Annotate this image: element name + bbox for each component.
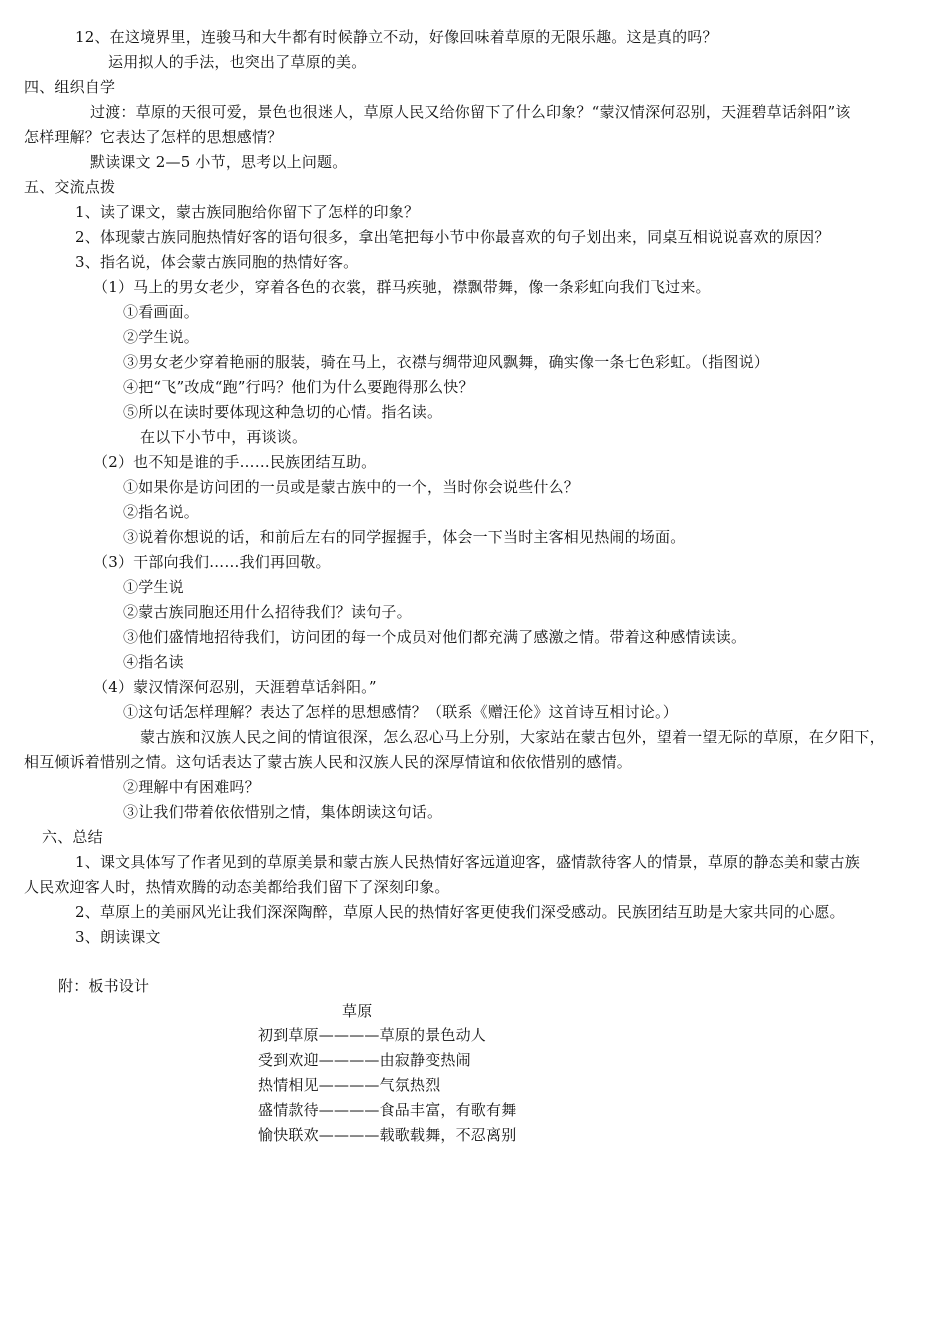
board-row: 初到草原————草原的景色动人 xyxy=(258,1026,487,1044)
sub-item: （1）马上的男女老少，穿着各色的衣裳，群马疾驰，襟飘带舞，像一条彩虹向我们飞过来。 xyxy=(93,278,711,296)
board-row: 愉快联欢————载歌载舞，不忍离别 xyxy=(258,1126,517,1144)
sub-item: （4）蒙汉情深何忍别，天涯碧草话斜阳。” xyxy=(93,678,377,696)
sub-point: ①学生说 xyxy=(123,578,184,596)
text-line: 默读课文 2—5 小节，思考以上问题。 xyxy=(90,153,348,171)
list-item: 2、体现蒙古族同胞热情好客的语句很多，拿出笔把每小节中你最喜欢的句子划出来，同桌互相说说喜欢的原因？ xyxy=(75,228,830,246)
sub-point: ④把“飞”改成“跑”行吗？他们为什么要跑得那么快？ xyxy=(123,378,474,396)
sub-point: ③让我们带着依依惜别之情，集体朗读这句话。 xyxy=(123,803,443,821)
sub-point: ③男女老少穿着艳丽的服装，骑在马上，衣襟与绸带迎风飘舞，确实像一条七色彩虹。（指图说） xyxy=(123,353,770,371)
sub-point: ③他们盛情地招待我们，访问团的每一个成员对他们都充满了感激之情。带着这种感情读读。 xyxy=(123,628,747,646)
sub-item: （3）干部向我们……我们再回敬。 xyxy=(93,553,331,571)
sub-point: ④指名读 xyxy=(123,653,184,671)
sub-point: ①这句话怎样理解？表达了怎样的思想感情？（联系《赠汪伦》这首诗互相讨论。） xyxy=(123,703,678,721)
appendix-label: 附：板书设计 xyxy=(58,977,150,995)
sub-point: ②学生说。 xyxy=(123,328,200,346)
board-row: 热情相见————气氛热烈 xyxy=(258,1076,441,1094)
text-line: 人民欢迎客人时，热情欢腾的动态美都给我们留下了深刻印象。 xyxy=(24,878,450,896)
sub-item: （2）也不知是谁的手……民族团结互助。 xyxy=(93,453,377,471)
list-item: 3、朗读课文 xyxy=(75,928,161,946)
sub-point: ②理解中有困难吗？ xyxy=(123,778,260,796)
text-line: 相互倾诉着惜别之情。这句话表达了蒙古族人民和汉族人民的深厚情谊和依依惜别的感情。 xyxy=(24,753,633,771)
board-row: 盛情款待————食品丰富，有歌有舞 xyxy=(258,1101,517,1119)
text-line: 过渡：草原的天很可爱，景色也很迷人，草原人民又给你留下了什么印象？“蒙汉情深何忍别，天涯碧草话斜阳”该 xyxy=(90,103,851,121)
text-line: 蒙古族和汉族人民之间的情谊很深，怎么忍心马上分别，大家站在蒙古包外，望着一望无际的草原，在夕阳下， xyxy=(140,728,885,746)
section-heading-6: 六、总结 xyxy=(42,828,103,846)
question-12: 12、在这境界里，连骏马和大牛都有时候静立不动，好像回味着草原的无限乐趣。这是真的吗？ xyxy=(75,28,718,46)
sub-point: ②蒙古族同胞还用什么招待我们？读句子。 xyxy=(123,603,412,621)
sub-point: ①看画面。 xyxy=(123,303,200,321)
sub-point: ⑤所以在读时要体现这种急切的心情。指名读。 xyxy=(123,403,443,421)
board-row: 受到欢迎————由寂静变热闹 xyxy=(258,1051,471,1069)
section-heading-4: 四、组织自学 xyxy=(24,78,116,96)
sub-point: ①如果你是访问团的一员或是蒙古族中的一个，当时你会说些什么？ xyxy=(123,478,580,496)
text-line: 在以下小节中，再谈谈。 xyxy=(140,428,308,446)
list-item: 3、指名说，体会蒙古族同胞的热情好客。 xyxy=(75,253,359,271)
board-title: 草原 xyxy=(342,1002,373,1020)
text-line: 运用拟人的手法，也突出了草原的美。 xyxy=(108,53,367,71)
sub-point: ②指名说。 xyxy=(123,503,200,521)
list-item: 1、读了课文，蒙古族同胞给你留下了怎样的印象？ xyxy=(75,203,420,221)
sub-point: ③说着你想说的话，和前后左右的同学握握手，体会一下当时主客相见热闹的场面。 xyxy=(123,528,686,546)
section-heading-5: 五、交流点拨 xyxy=(24,178,116,196)
list-item: 1、课文具体写了作者见到的草原美景和蒙古族人民热情好客远道迎客，盛情款待客人的情景，草原的静态美和蒙古族 xyxy=(75,853,860,871)
list-item: 2、草原上的美丽风光让我们深深陶醉，草原人民的热情好客更使我们深受感动。民族团结互助是大家共同的心愿。 xyxy=(75,903,845,921)
text-line: 怎样理解？它表达了怎样的思想感情？ xyxy=(24,128,283,146)
